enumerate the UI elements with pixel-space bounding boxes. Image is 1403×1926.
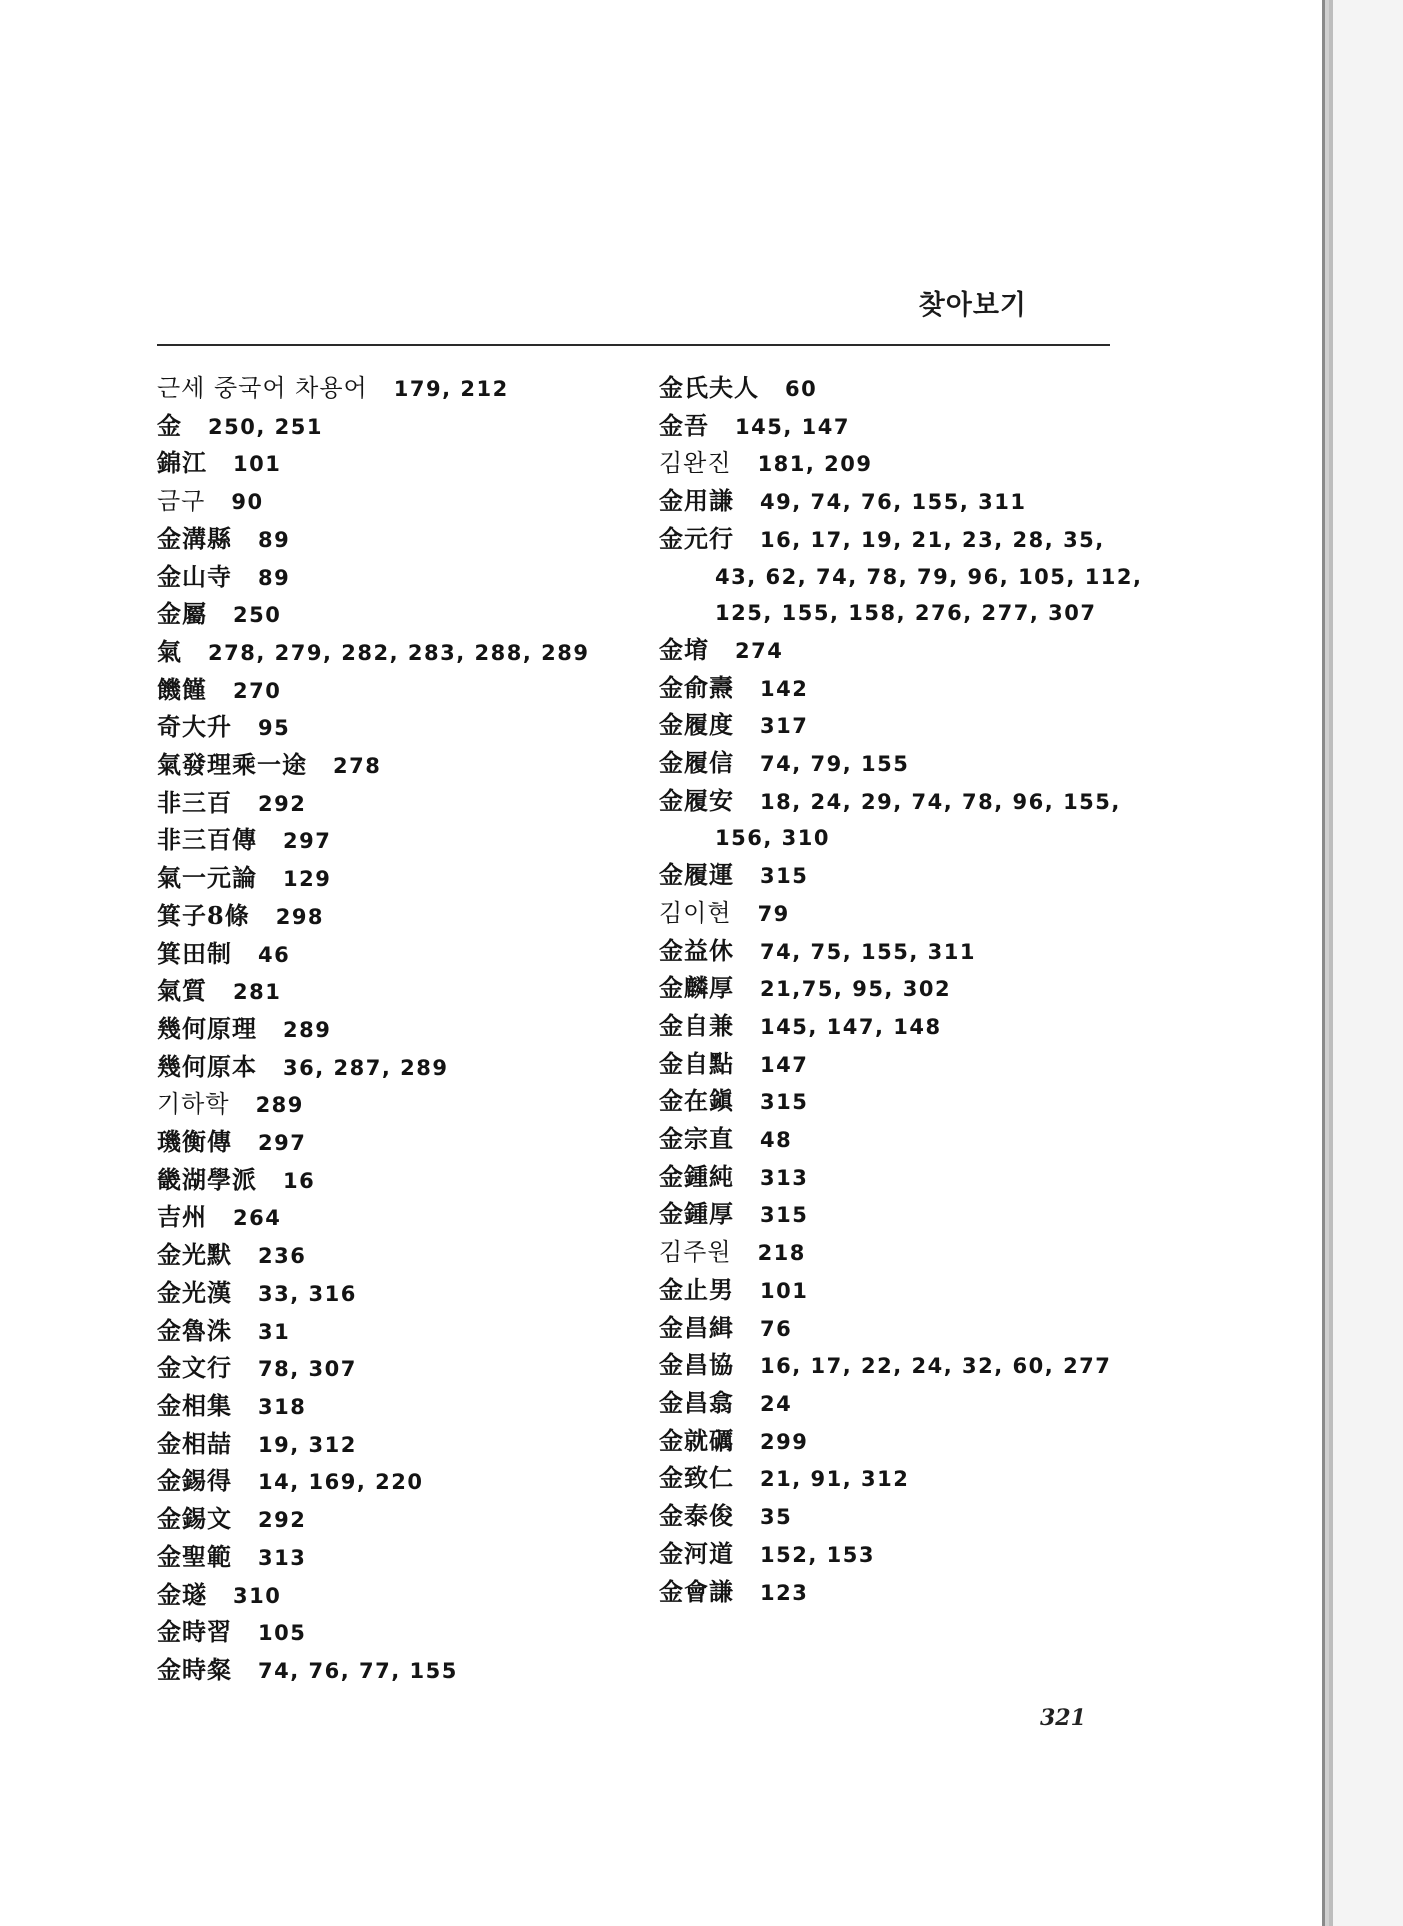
index-term: 金河道: [659, 1538, 734, 1568]
index-term: 김이현: [659, 898, 732, 927]
index-pages: 123: [760, 1580, 809, 1605]
index-pages: 89: [258, 527, 291, 552]
index-term: 金屬: [157, 599, 207, 629]
index-pages: 315: [760, 864, 809, 889]
index-term: 金聖範: [157, 1541, 232, 1571]
index-entry: [659, 895, 1129, 933]
index-entry: [157, 370, 637, 408]
index-pages: 18, 24, 29, 74, 78, 96, 155,: [760, 789, 1121, 814]
index-entry: [659, 1272, 1129, 1310]
index-entry: [157, 785, 637, 823]
index-entry: [659, 1347, 1129, 1385]
index-entry: [157, 1237, 637, 1275]
index-pages: 179, 212: [393, 377, 509, 401]
index-pages: 142: [760, 676, 809, 701]
index-pages: 16, 17, 22, 24, 32, 60, 277: [760, 1354, 1112, 1379]
index-entry: [157, 1463, 637, 1501]
index-term: 金自點: [659, 1048, 734, 1078]
index-entry: [157, 973, 637, 1011]
index-entry: [157, 709, 637, 747]
index-pages: 145, 147: [735, 414, 850, 439]
index-term: 기하학: [157, 1090, 230, 1119]
index-pages: 264: [233, 1206, 282, 1231]
index-entry: [659, 1121, 1129, 1159]
index-pages: 21,75, 95, 302: [760, 977, 952, 1002]
index-term: 金光默: [157, 1240, 232, 1270]
index-entry: [157, 1049, 637, 1087]
index-pages: 129: [283, 867, 332, 892]
index-pages-continuation: 156, 310: [715, 826, 830, 851]
index-term: 金會謙: [659, 1576, 734, 1606]
index-pages: 310: [233, 1583, 282, 1608]
index-entry: [659, 783, 1129, 821]
index-term: 氣一元論: [157, 863, 257, 893]
index-entry: [157, 1350, 637, 1388]
index-term: 김완진: [659, 449, 732, 478]
index-term: 金履安: [659, 785, 734, 815]
index-entry: [157, 1086, 637, 1124]
index-entry: [157, 898, 637, 936]
index-entry: [659, 483, 1129, 521]
index-entry: [157, 936, 637, 974]
index-pages: 24: [760, 1391, 793, 1416]
index-pages: 90: [231, 490, 264, 515]
index-entry: [157, 521, 637, 559]
index-column-left: [157, 370, 637, 1690]
index-pages: 78, 307: [258, 1357, 357, 1382]
index-entry: [157, 1652, 637, 1690]
index-entry: [157, 1577, 637, 1615]
index-entry: [157, 1275, 637, 1313]
index-entry: [157, 1162, 637, 1200]
index-term: 金相集: [157, 1390, 232, 1420]
index-pages: 79: [757, 901, 790, 926]
index-term: 金用謙: [659, 486, 734, 516]
index-pages: 313: [760, 1165, 809, 1190]
index-term: 非三百傳: [157, 825, 257, 855]
index-pages: 36, 287, 289: [283, 1055, 449, 1080]
index-term: 金光漢: [157, 1277, 232, 1307]
index-pages: 218: [757, 1241, 806, 1266]
index-pages: 281: [233, 980, 282, 1005]
index-entry: [659, 1423, 1129, 1461]
index-entry: [157, 445, 637, 483]
index-entry: [157, 822, 637, 860]
index-pages: 31: [258, 1319, 291, 1344]
index-term: 金泰俊: [659, 1501, 734, 1531]
index-pages: 105: [258, 1621, 307, 1646]
index-pages: 14, 169, 220: [258, 1470, 424, 1495]
index-term: 金溝縣: [157, 523, 232, 553]
index-term: 金元行: [659, 523, 734, 553]
index-entry: [157, 747, 637, 785]
index-term: 錦江: [157, 448, 207, 478]
index-entry: [659, 1574, 1129, 1612]
index-pages: 21, 91, 312: [760, 1467, 910, 1492]
index-entry: [157, 596, 637, 634]
index-pages-continuation: 125, 155, 158, 276, 277, 307: [715, 601, 1097, 626]
index-pages: 250: [233, 603, 282, 628]
index-entry: [659, 1536, 1129, 1574]
index-pages: 74, 76, 77, 155: [258, 1658, 458, 1683]
index-term: 饑饉: [157, 674, 207, 704]
index-entry: [157, 1124, 637, 1162]
index-pages: 181, 209: [757, 452, 873, 477]
index-term: 氣發理乘一途: [157, 750, 307, 780]
index-pages: 315: [760, 1090, 809, 1115]
index-entry: [157, 672, 637, 710]
index-term: 吉州: [157, 1202, 207, 1232]
index-term: 金宗直: [659, 1124, 734, 1154]
index-pages: 299: [760, 1429, 809, 1454]
index-pages-continuation: 43, 62, 74, 78, 79, 96, 105, 112,: [715, 564, 1143, 589]
index-pages: 289: [283, 1017, 332, 1042]
index-term: 金錫得: [157, 1466, 232, 1496]
index-pages: 289: [255, 1093, 304, 1118]
index-term: 奇大升: [157, 712, 232, 742]
index-entry: [157, 483, 637, 521]
index-pages: 76: [760, 1316, 793, 1341]
index-pages: 101: [760, 1278, 809, 1303]
index-entry: [659, 408, 1129, 446]
index-term: 幾何原理: [157, 1013, 257, 1043]
index-term: 璣衡傳: [157, 1127, 232, 1157]
index-term: 金鍾厚: [659, 1199, 734, 1229]
index-term: 金相喆: [157, 1428, 232, 1458]
index-pages: 318: [258, 1394, 307, 1419]
index-pages: 95: [258, 716, 291, 741]
index-term: 金錫文: [157, 1504, 232, 1534]
index-entry: [659, 1159, 1129, 1197]
index-term: 근세 중국어 차용어: [157, 374, 368, 402]
index-pages: 313: [258, 1545, 307, 1570]
index-pages: 48: [760, 1128, 793, 1153]
index-entry: [659, 632, 1129, 670]
index-pages: 46: [258, 942, 291, 967]
index-pages: 278: [333, 754, 382, 779]
index-entry: [659, 370, 1129, 408]
index-entry: [157, 1426, 637, 1464]
index-entry: [659, 521, 1129, 559]
index-entry: [659, 970, 1129, 1008]
index-term: 金文行: [157, 1353, 232, 1383]
index-pages: 145, 147, 148: [760, 1014, 942, 1039]
index-pages: 250, 251: [208, 414, 323, 439]
index-entry: [659, 857, 1129, 895]
index-term: 金氏夫人: [659, 373, 759, 402]
index-entry: [659, 1385, 1129, 1423]
index-entry: [157, 408, 637, 446]
index-pages: 19, 312: [258, 1432, 357, 1457]
index-term: 金履度: [659, 710, 734, 740]
index-entry: [157, 1313, 637, 1351]
index-entry: [157, 1501, 637, 1539]
index-pages: 101: [233, 452, 282, 477]
index-term: 金麟厚: [659, 973, 734, 1003]
index-term: 畿湖學派: [157, 1164, 257, 1194]
index-pages: 152, 153: [760, 1542, 875, 1567]
index-entry: [659, 745, 1129, 783]
index-term: 氣: [157, 636, 182, 666]
index-pages: 147: [760, 1052, 809, 1077]
index-entry: [157, 860, 637, 898]
index-term: 金昌緝: [659, 1312, 734, 1342]
index-term: 金益休: [659, 935, 734, 965]
index-term: 金堉: [659, 634, 709, 664]
index-pages: 236: [258, 1244, 307, 1269]
index-pages: 74, 79, 155: [760, 752, 910, 777]
index-entry: [157, 1199, 637, 1237]
index-pages: 60: [785, 377, 818, 401]
index-column-right: [659, 370, 1143, 1611]
index-pages: 16: [283, 1168, 316, 1193]
index-entry: [659, 1498, 1129, 1536]
index-pages: 298: [275, 904, 325, 929]
index-pages: 297: [283, 829, 332, 854]
index-pages: 16, 17, 19, 21, 23, 28, 35,: [760, 527, 1105, 552]
index-pages: 278, 279, 282, 283, 288, 289: [208, 640, 590, 665]
index-term: 金自兼: [659, 1010, 734, 1040]
index-term: 氣質: [157, 976, 207, 1006]
index-entry: [659, 1460, 1129, 1498]
index-pages: 89: [258, 565, 291, 590]
index-term: 김주원: [659, 1238, 732, 1267]
index-term: 金就礪: [659, 1425, 734, 1455]
index-term: 金俞燾: [659, 672, 734, 702]
index-entry: [659, 707, 1129, 745]
index-pages: 292: [258, 1508, 307, 1533]
index-entry: [659, 933, 1129, 971]
index-entry: [659, 1196, 1129, 1234]
index-entry: [157, 1614, 637, 1652]
index-term: 幾何原本: [157, 1051, 257, 1081]
index-entry: [157, 1011, 637, 1049]
index-entry: [157, 634, 637, 672]
index-pages: 315: [760, 1203, 809, 1228]
header-rule: [157, 344, 1110, 346]
index-entry: [659, 1234, 1129, 1272]
index-term: 金履信: [659, 748, 734, 778]
index-term: 金時習: [157, 1617, 232, 1647]
index-pages: 274: [735, 638, 784, 663]
index-entry: [157, 1388, 637, 1426]
index-entry: [659, 445, 1129, 483]
running-header-title: 찾아보기: [918, 290, 1027, 321]
index-pages: 35: [760, 1505, 793, 1530]
index-entry: [659, 1083, 1129, 1121]
index-pages: 270: [233, 678, 282, 703]
index-entry: [659, 1008, 1129, 1046]
index-entry: [659, 1046, 1129, 1084]
index-entry: [659, 670, 1129, 708]
index-entry: [157, 559, 637, 597]
index-term: 金昌翕: [659, 1387, 734, 1417]
index-term: 金鍾純: [659, 1161, 734, 1191]
index-entry: [157, 1539, 637, 1577]
index-term: 金山寺: [157, 561, 232, 591]
index-term: 箕田制: [157, 938, 232, 968]
index-term: 金: [157, 410, 182, 440]
page-number: 321: [1040, 1705, 1086, 1731]
index-pages: 49, 74, 76, 155, 311: [760, 490, 1027, 515]
index-pages: 317: [760, 714, 809, 739]
index-pages: 33, 316: [258, 1281, 357, 1306]
index-term: 金在鎭: [659, 1086, 734, 1116]
index-pages: 292: [258, 791, 307, 816]
index-term: 金履運: [659, 860, 734, 890]
index-term: 금구: [157, 487, 206, 516]
index-pages: 297: [258, 1131, 307, 1156]
index-term: 金璲: [157, 1579, 207, 1609]
index-term: 金魯洙: [157, 1315, 232, 1345]
index-term: 箕子8條: [157, 900, 250, 930]
index-term: 非三百: [157, 787, 232, 817]
index-term: 金昌協: [659, 1350, 734, 1380]
index-term: 金時粲: [157, 1654, 232, 1684]
index-term: 金致仁: [659, 1463, 734, 1493]
index-pages: 74, 75, 155, 311: [760, 939, 976, 964]
index-entry: [659, 1310, 1129, 1348]
index-term: 金吾: [659, 410, 709, 440]
index-term: 金止男: [659, 1274, 734, 1304]
